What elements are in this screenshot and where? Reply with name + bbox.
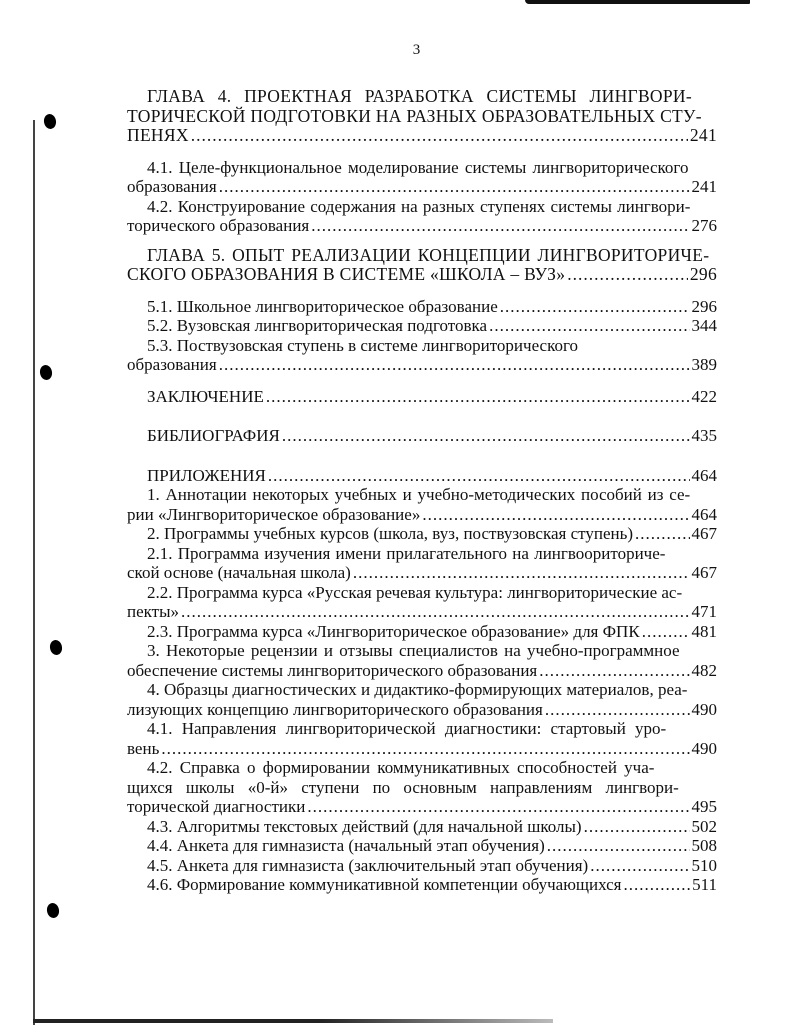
toc-appendix-4-3[interactable] — [147, 817, 717, 837]
toc-text: 4.3. Алгоритмы текстовых действий (для начальной школы) — [147, 816, 582, 836]
toc-text: ПЕНЯХ — [127, 125, 189, 145]
toc-text: 2.3. Программа курса «Лингвориторическое образование» для ФПК — [147, 621, 640, 641]
toc-page: 495 — [691, 797, 717, 816]
toc-text: ТОРИЧЕСКОЙ ПОДГОТОВКИ НА РАЗНЫХ ОБРАЗОВАТЕЛЬНЫХ СТУ- — [127, 105, 702, 126]
toc-page: 490 — [691, 699, 717, 719]
toc-chapter-5[interactable] — [127, 244, 717, 285]
toc-page: 422 — [691, 386, 717, 406]
dot-leader — [191, 126, 688, 146]
toc-page: 296 — [689, 264, 717, 284]
toc-bibliography[interactable] — [147, 426, 717, 446]
dot-leader — [500, 297, 690, 317]
toc-page: 467 — [691, 563, 717, 582]
dot-leader — [268, 466, 690, 486]
toc-appendix-4-2[interactable] — [127, 758, 717, 817]
toc-appendix-4-6[interactable] — [147, 875, 717, 895]
toc-text: 4.2. Справка о формировании коммуникативных способностей уча- — [147, 758, 655, 777]
toc-text: 4.2. Конструирование содержания на разных ступенях системы лингвори- — [147, 196, 691, 216]
scan-top-edge — [525, 0, 750, 4]
scan-bottom-edge — [33, 1019, 553, 1023]
toc-page: 502 — [691, 816, 717, 836]
dot-leader — [642, 622, 690, 642]
toc-page: 471 — [691, 602, 717, 621]
binder-hole-icon — [46, 902, 60, 919]
dot-leader — [161, 739, 689, 759]
toc-text: 5.1. Школьное лингвориторическое образование — [147, 296, 498, 316]
toc-text: щихся школы «0-й» ступени по основным направлениям лингвори- — [127, 777, 679, 797]
toc-text: 4.4. Анкета для гимназиста (начальный этап обучения) — [147, 836, 545, 855]
toc-page: 296 — [691, 296, 717, 316]
dot-leader — [489, 316, 689, 336]
toc-page: 481 — [691, 621, 717, 641]
toc-text: торического образования — [127, 216, 310, 235]
table-of-contents — [127, 86, 717, 895]
dot-leader — [181, 602, 689, 622]
toc-page: 508 — [691, 836, 717, 855]
toc-text: 5.2. Вузовская лингвориторическая подготовка — [147, 316, 488, 335]
toc-appendix-2[interactable] — [147, 524, 717, 544]
page-number: 3 — [412, 42, 421, 58]
toc-appendix-1[interactable] — [127, 485, 717, 524]
toc-chapter-4[interactable] — [127, 86, 717, 146]
dot-leader — [590, 856, 689, 876]
toc-text: обеспечение системы лингвориторического образования — [127, 660, 538, 680]
toc-page: 510 — [691, 855, 717, 875]
toc-text: вень — [127, 738, 160, 758]
toc-page: 241 — [691, 177, 717, 196]
toc-conclusion[interactable] — [147, 387, 717, 407]
toc-section-4-1[interactable] — [127, 157, 717, 197]
toc-section-4-2[interactable] — [127, 196, 717, 236]
toc-appendix-4-5[interactable] — [147, 856, 717, 876]
toc-text: 4. Образцы диагностических и дидактико-формирующих материалов, реа- — [147, 680, 688, 699]
dot-leader — [422, 505, 689, 525]
dot-leader — [545, 700, 690, 720]
toc-text: 5.3. Поствузовская ступень в системе лингвориторического — [147, 335, 579, 355]
dot-leader — [539, 661, 689, 681]
toc-text: 2.1. Программа изучения имени прилагательного на лингвоориториче- — [147, 543, 666, 563]
toc-appendix-3[interactable] — [127, 641, 717, 680]
toc-appendix-2-2[interactable] — [127, 582, 717, 622]
scan-left-edge — [33, 120, 35, 1025]
dot-leader — [307, 797, 689, 817]
binder-hole-icon — [43, 113, 57, 130]
toc-text: торической диагностики — [127, 797, 306, 816]
toc-page: 389 — [691, 355, 717, 374]
toc-text: 4.1. Целе-функциональное моделирование системы лингвориторического — [147, 157, 689, 177]
toc-section-5-1[interactable] — [147, 297, 717, 317]
toc-appendix-2-3[interactable] — [147, 622, 717, 642]
toc-text: ЗАКЛЮЧЕНИЕ — [147, 386, 264, 406]
toc-page: 511 — [692, 875, 717, 894]
dot-leader — [567, 265, 688, 285]
toc-appendix-2-1[interactable] — [127, 543, 717, 583]
toc-text: СКОГО ОБРАЗОВАНИЯ В СИСТЕМЕ «ШКОЛА – ВУЗ» — [127, 264, 566, 284]
toc-appendix-4[interactable] — [127, 680, 717, 719]
dot-leader — [282, 426, 690, 446]
toc-page: 467 — [691, 524, 717, 543]
toc-appendix-4-1[interactable] — [127, 719, 717, 758]
toc-appendices[interactable] — [147, 466, 717, 486]
toc-text: 2.2. Программа курса «Русская речевая культура: лингвориторические ас- — [147, 582, 683, 602]
dot-leader — [266, 387, 690, 407]
toc-page: 435 — [691, 426, 717, 445]
toc-page: 276 — [691, 216, 717, 235]
toc-page: 464 — [691, 504, 717, 524]
binder-hole-icon — [49, 639, 63, 656]
toc-text: 4.6. Формирование коммуникативной компетенции обучающихся — [147, 875, 622, 894]
dot-leader — [219, 177, 690, 197]
toc-text: 3. Некоторые рецензии и отзывы специалистов на учебно-программное — [147, 641, 680, 660]
toc-page: 241 — [689, 125, 717, 145]
toc-page: 490 — [691, 738, 717, 758]
dot-leader — [353, 563, 690, 583]
toc-section-5-2[interactable] — [147, 316, 717, 336]
dot-leader — [584, 817, 690, 837]
toc-appendix-4-4[interactable] — [147, 836, 717, 856]
toc-section-5-3[interactable] — [127, 335, 717, 375]
dot-leader — [311, 216, 689, 236]
toc-text: 2. Программы учебных курсов (школа, вуз, поствузовская ступень) — [147, 524, 634, 543]
dot-leader — [623, 875, 690, 895]
toc-text: 4.5. Анкета для гимназиста (заключительный этап обучения) — [147, 855, 589, 875]
toc-text: ПРИЛОЖЕНИЯ — [147, 465, 266, 485]
toc-text: ГЛАВА 4. ПРОЕКТНАЯ РАЗРАБОТКА СИСТЕМЫ ЛИНГВОРИ- — [147, 86, 692, 106]
toc-text: ГЛАВА 5. ОПЫТ РЕАЛИЗАЦИИ КОНЦЕПЦИИ ЛИНГВОРИТОРИЧЕ- — [147, 244, 710, 265]
toc-text: образования — [127, 355, 217, 374]
dot-leader — [547, 836, 690, 856]
toc-text: рии «Лингвориторическое образование» — [127, 504, 421, 524]
dot-leader — [635, 524, 689, 544]
toc-text: пекты» — [127, 602, 180, 621]
binder-hole-icon — [39, 364, 53, 381]
toc-page: 482 — [691, 660, 717, 680]
toc-page: 344 — [691, 316, 717, 335]
toc-text: ской основе (начальная школа) — [127, 563, 351, 582]
toc-text: лизующих концепцию лингвориторического образования — [127, 699, 543, 719]
toc-text: БИБЛИОГРАФИЯ — [147, 426, 280, 445]
toc-text: образования — [127, 177, 217, 196]
toc-page: 464 — [691, 465, 717, 485]
toc-text: 1. Аннотации некоторых учебных и учебно-методических пособий из се- — [147, 485, 691, 504]
dot-leader — [219, 355, 690, 375]
toc-text: 4.1. Направления лингвориторической диагностики: стартовый уро- — [147, 719, 667, 738]
